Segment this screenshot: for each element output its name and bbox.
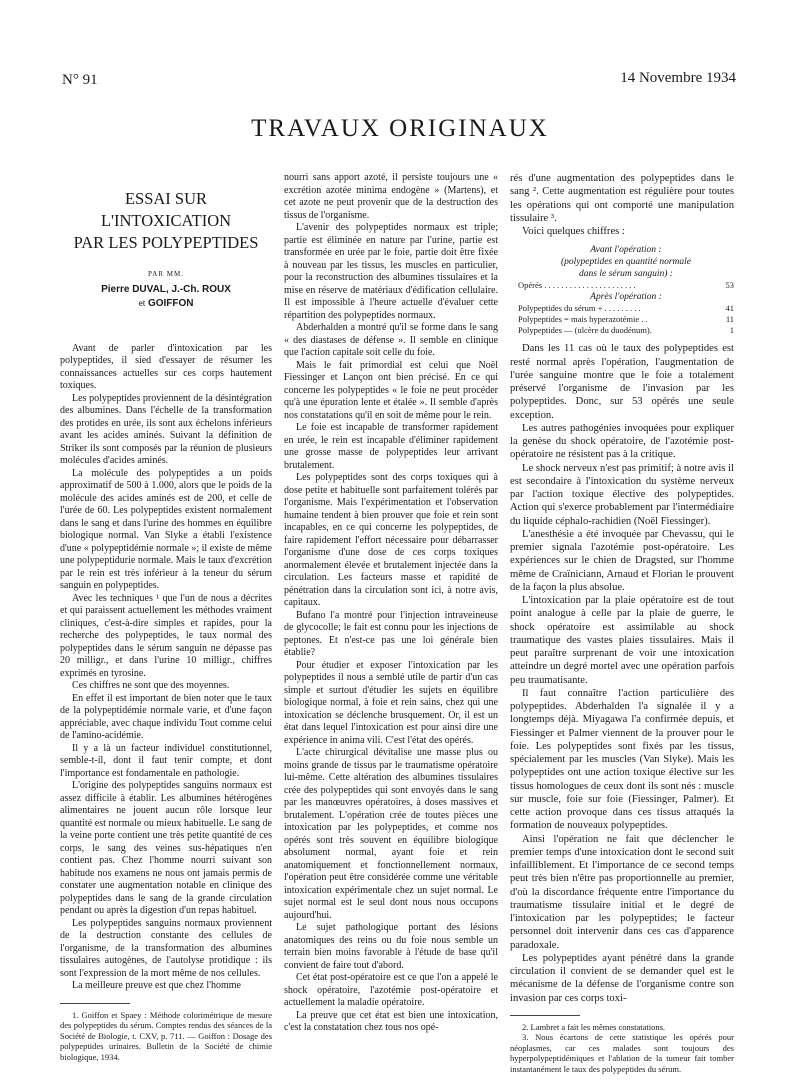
table-row — [518, 314, 734, 325]
col3-paragraph: Les autres pathogénies invoquées pour expliquer la genèse du shock opératoire, de l'azotémie post-opératoire ne résistent pas à la critique. — [510, 422, 734, 461]
footnote-separator — [510, 1015, 580, 1016]
figures-table — [518, 244, 734, 336]
col3-paragraph: L'anesthésie a été invoquée par Chevassu, qui le premier signala l'azotémie post-opératoire. Les expériences sur le chien de Dragsted, sur l'homme même de Craïniciann, Arnaud et Florian le prouvent de la façon la plus absolue. — [510, 528, 734, 593]
footnote-1: 1. Goiffon et Spaey : Méthode colorimétrique de mesure des polypeptides du sérum. Comptes rendus des séances de la Société de Biologie, t. CXV, p. 711. — Goiffon : Dosage des polypeptides urinaires. Bulletin de la Société de chimie biologique, 1934. — [60, 1009, 272, 1062]
col1-paragraph: Avec les techniques ¹ que l'un de nous a décrites et qui paraissent actuellement les méthodes vraiment cliniques, c'est-à-dire simples et rapides, pour la recherche des polypeptides, le taux normal des polypeptides dans le sérum sanguin ne dépasse pas 20 milligr., et dans l'urine 10 milligr., chiffres exprimés en tyrosine. — [60, 592, 272, 679]
table-row-label: Polypeptides du sérum + . . . . . . . . . — [518, 303, 641, 314]
col3-paragraph: Le shock nerveux n'est pas primitif; à notre avis il est secondaire à l'intoxication du système nerveux par l'action toxique élective des polypeptides. Action qui s'exerce probablement par l'intermédiaire du liquide céphalo-rachidien (Noël Fiessinger). — [510, 462, 734, 527]
col2-paragraph: Le foie est incapable de transformer rapidement en urée, le rein est incapable d'éliminer rapidement une grosse masse de polypeptides leur arrivant brutalement. — [284, 422, 498, 471]
authors-et: et — [138, 298, 146, 308]
col2-paragraph: Le sujet pathologique portant des lésions anatomiques des reins ou du foie nous semble un terrain bien moins favorable à l'étude de base qu'il convient de faire tout d'abord. — [284, 922, 498, 971]
col1-paragraph: En effet il est important de bien noter que le taux de la polypeptidémie normale varie, et d'une façon appréciable, avec chaque individu Tout comme celui de l'amino-acidémie. — [60, 692, 272, 741]
issue-date: 14 Novembre 1934 — [620, 70, 736, 86]
col1-paragraph: Les polypeptides proviennent de la désintégration des albumines. Dans l'échelle de la transformation des protides en urée, ils sont aux échelons inférieurs avant les acides aminés. Suivant la définition de Striker ils sont composés par la réunion de plusieurs molécules d'acides aminés. — [60, 392, 272, 466]
column-2 — [284, 172, 498, 1035]
col1-paragraph: Avant de parler d'intoxication par les polypeptides, il sied d'essayer de résumer les connaissances actuelles sur ces corps hautement toxiques. — [60, 342, 272, 391]
col1-paragraph: Les polypeptides sanguins normaux proviennent de la destruction constante des cellules de l'organisme, de la transformation des albumines tissulaires autogènes, de l'autolyse protidique : ils sont l'expression de la mort même de nos cellules. — [60, 917, 272, 979]
authors-line-2: GOIFFON — [147, 297, 194, 309]
col2-paragraph: L'acte chirurgical dévitalise une masse plus ou moins grande de tissus par le traumatisme opératoire lui-même. Cette altération des albumines tissulaires crée des polypeptides qui sont envoyés dans le sang par les manœuvres opératoires, à doses massives et brutalement. L'opération crée de toutes pièces une intoxication par les polypeptides, et comme nos opérés sont très souvent en équilibre biologique absolument normal, ayant foie et rein anatomiquement et fonctionnellement normaux, l'opération peut être considérée comme une véritable intoxication expérimentale chez un sujet normal. Le sujet normal est le seul dont nous nous occupons aujourd'hui. — [284, 747, 498, 921]
col3-paragraph: Il faut connaître l'action particulière des polypeptides. Abderhalden l'a signalée il y a longtemps déjà. Miyagawa l'a confirmée depuis, et Fiessinger et Palmer viennent de la prouver pour le foie. Les polypeptides sont fixés par les tissus, spécialement par les muscles (Van Slyke). Mais les polypeptides ont une action toxique élective sur les tissus homologues de ceux dont ils sont nés : muscle sur muscle, foie sur foie (Fiessinger, Palmer). Et cette action provoque dans ces tissus attaqués la formation de nouveaux polypeptides. — [510, 687, 734, 832]
table-row-label: Polypeptides — (ulcère du duodénum). — [518, 325, 652, 336]
article-title-line-2: PAR LES POLYPEPTIDES — [73, 233, 259, 252]
col1-paragraph: Ces chiffres ne sont que des moyennes. — [72, 680, 230, 691]
col2-paragraph: Les polypeptides sont des corps toxiques qui à dose petite et habituelle sont parfaitement tolérés par l'organisme. Mais l'expérimentation et l'observation humaine tendent à bien prouver que foie et rein sont incapables, en ce qui concerne les polypeptides, de faire rapidement l'effort nécessaire pour débarrasser l'organisme d'une dose de ces corps toxiques anormalement élevée et brutalement injectée dans la circulation. Les facteurs masse et rapidité de pénétration dans la circulation sont ici, à notre avis, capitaux. — [284, 472, 498, 608]
column-1 — [60, 172, 272, 1062]
table-row-value: 1 — [729, 325, 734, 336]
col2-paragraph: L'avenir des polypeptides normaux est triple; partie est éliminée en nature par l'urine, partie est transformée en urée par le foie, partie doit être fixée à nouveau par les tissus, les muscles en particulier, pour la reconstruction des albumines tissulaires et la mise en réserve de matériaux d'édification cellulaire. Il est impossible à l'heure actuelle d'évaluer cette répartition des polypeptides normaux. — [284, 222, 498, 321]
col2-paragraph: Abderhalden a montré qu'il se forme dans le sang « des diastases de défense ». Il semble en clinique que l'action capitale soit celle du foie. — [284, 322, 498, 358]
table-row-label: Opérés . . . . . . . . . . . . . . . . . . . . . . — [518, 280, 636, 291]
table-row-value: 11 — [725, 314, 734, 325]
table-row — [518, 303, 734, 314]
col3-paragraph: Ainsi l'opération ne fait que déclencher le premier temps d'une intoxication dont le second suit infailliblement. Et l'importance de ce second temps peut très bien n'être pas proportionnelle au premier, d'où la discordance fréquente entre l'importance du traumatisme tissulaire initial et le degré de l'intoxication par les polypeptides; le facteur personnel doit intervenir dans ces cas d'apparence paradoxale. — [510, 833, 734, 951]
col2-paragraph: Cet état post-opératoire est ce que l'on a appelé le shock opératoire, l'azotémie post-opératoire et actuellement la maladie opératoire. — [284, 972, 498, 1008]
section-title: TRAVAUX ORIGINAUX — [251, 115, 549, 142]
table-row — [518, 325, 734, 336]
table-after-title: Après l'opération : — [590, 292, 662, 303]
col2-paragraph: Mais le fait primordial est celui que Noël Fiessinger et Lançon ont bien précisé. En ce qui concerne les polypeptides « le foie ne peut procéder qu'à une épuration lente et étalée ». Il semble d'après nos constatations qu'il en soit de même pour le rein. — [284, 359, 498, 421]
col3-paragraph: L'intoxication par la plaie opératoire est de tout point analogue à celle par la plaie de guerre, le shock opératoire est assimilable au shock traumatique des vastes plaies tissulaires. Mais il peut paraître surprenant de voir une intoxication atteindre un degré mortel avec une opération parfois peu traumatisante. — [510, 595, 734, 686]
col3-paragraph: Voici quelques chiffres : — [522, 226, 625, 237]
page-number: N° 91 — [62, 72, 98, 88]
table-row-value: 53 — [725, 280, 734, 291]
article-title — [60, 188, 272, 254]
col1-paragraph: La meilleure preuve est que chez l'homme — [72, 980, 241, 991]
footnote-separator — [60, 1003, 130, 1004]
table-row — [518, 280, 734, 291]
col1-paragraph: La molécule des polypeptides a un poids approximatif de 500 à 1.000, alors que le poids de la molécule des acides aminés est de 200, et celle de l'urée de 60. Les polypeptides existent normalement dans le sang et dans l'urine des hommes en équilibre biologique normal. Van Slyke a établi l'existence d'une « polypeptidémie normale »; il existe de même une polypeptidurie normale. Mais le taux d'excrétion par le rein est très inférieur à la teneur du sérum sanguin en polypeptides. — [60, 467, 272, 591]
table-before-sub2: dans le sérum sanguin) : — [579, 269, 673, 280]
table-row-label: Polypeptides = mais hyperazotémie . . — [518, 314, 648, 325]
col2-paragraph: nourri sans apport azoté, il persiste toujours une « excrétion azotée minima endogène » (Martens), et cet azote ne peut provenir que de la destruction des tissus de l'organisme. — [284, 172, 498, 221]
col3-paragraph: rés d'une augmentation des polypeptides dans le sang ². Cette augmentation est régulière pour toutes les opérations qui ont comporté une manipulation tissulaire ³. — [510, 173, 734, 224]
col1-paragraph: Il y a là un facteur individuel constitutionnel, semble-t-il, dont il faut tenir compte, et dont l'importance est fondamentale en pathologie. — [60, 742, 272, 779]
col2-paragraph: La preuve que cet état est bien une intoxication, c'est la constatation chez tous nos opé- — [284, 1009, 498, 1033]
col2-paragraph: Pour étudier et exposer l'intoxication par les polypeptides il nous a semblé utile de partir d'un cas simple et surtout d'étudier les sujets en équilibre biologique normal, à foie et rein sains, chez qui une intoxication se déclenche brusquement. Or, il est un état dans lequel l'intoxication est pour ainsi dire une expérience in anima vili. C'est l'état des opérés. — [284, 659, 498, 746]
footnote-3: 3. Nous écartons de cette statistique les opérés pour néoplasmes, car ces malades sont toujours des hyperpolypeptidémiques et l'ablation de la tumeur fait tomber instantanément le taux des polypeptides du sérum. — [510, 1032, 734, 1074]
authors — [60, 283, 272, 311]
col3-paragraph: Dans les 11 cas où le taux des polypeptides est resté normal après l'opération, l'augmentation de l'urée sanguine montre que le foie a totalement préservé l'organisme de l'invasion par les polypeptides. Donc, sur 53 opérés une seule exception. — [510, 343, 734, 421]
column-3 — [510, 172, 734, 1074]
authors-prefix: PAR MM. — [148, 270, 184, 278]
col2-paragraph: Bufano l'a montré pour l'injection intraveineuse de glycocolle; le fait est connu pour les injections de peptones. Et n'est-ce pas une loi générale bien établie? — [284, 609, 498, 658]
authors-line-1: Pierre DUVAL, J.-Ch. ROUX — [101, 283, 231, 295]
table-row-value: 41 — [725, 303, 734, 314]
table-before-title: Avant l'opération : — [590, 245, 662, 256]
article-title-line-1: ESSAI SUR L'INTOXICATION — [100, 189, 232, 230]
table-before-sub1: (polypeptides en quantité normale — [560, 257, 692, 268]
footnote-2: 2. Lambret a fait les mêmes constatations. — [522, 1021, 666, 1032]
col1-paragraph: L'origine des polypeptides sanguins normaux est assez difficile à établir. Les albumines hétérogènes alimentaires ne jouent aucun rôle lorsque leur quantité est normale ou mieux habituelle. Le sang de la veine porte contient une très petite quantité de ces corps, le sang des veines sus-hépatiques n'en contient pas. Chez l'homme nourri suivant son habitude nos examens ne nous ont jamais permis de constater une augmentation notable en clinique des polypeptides dans le sang de la grande circulation pendant ou après la digestion d'un repas habituel. — [60, 780, 272, 916]
col3-paragraph: Les polypeptides ayant pénétré dans la grande circulation il convient de se demander quel est le mécanisme de la défense de l'organisme contre son invasion par ces corps toxi- — [510, 952, 734, 1004]
